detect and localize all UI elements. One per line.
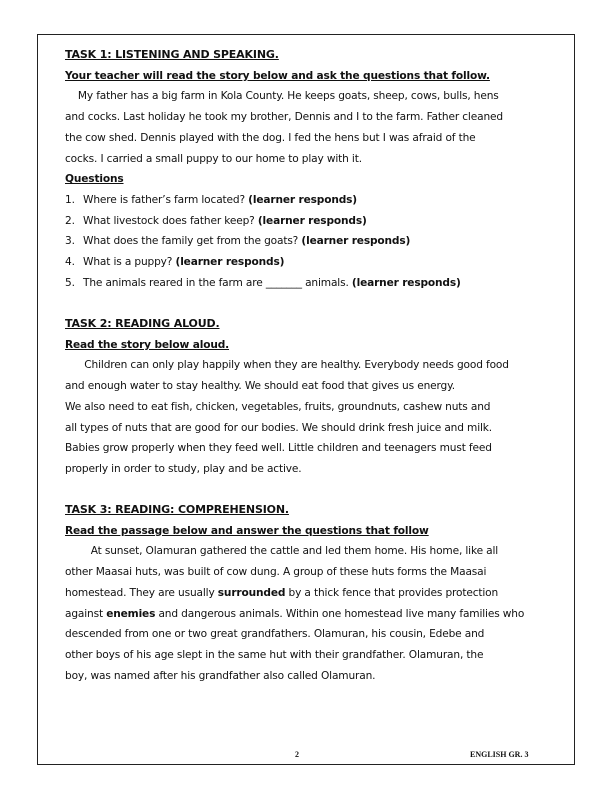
text-segment: the cow shed. Dennis played with the dog. I fed the hens but I was afraid of the (65, 131, 476, 144)
task2-story-line (65, 357, 509, 373)
bold-text: (learner responds) (248, 193, 357, 206)
text-segment: and dangerous animals. Within one homestead live many families who (155, 607, 525, 620)
questions-heading (65, 171, 124, 187)
task2-instruction (65, 337, 229, 353)
text-segment: My father has a big farm in Kola County. He keeps goats, sheep, cows, bulls, hens (65, 90, 499, 103)
question-number: 5. (65, 276, 75, 289)
text-segment: Where is father’s farm located? (83, 193, 249, 206)
text-segment: descended from one or two great grandfathers. Olamuran, his cousin, Edebe and (65, 628, 485, 641)
bold-text: (learner responds) (175, 256, 285, 268)
text-segment: by a thick fence that provides protection (285, 586, 499, 599)
text-segment: and cocks. Last holiday he took my brother, Dennis and I to the farm. Father cleaned (65, 111, 503, 124)
question-item (65, 233, 410, 249)
task2-instruction-text: Read the story below aloud. (65, 338, 230, 351)
text-segment: We also need to eat fish, chicken, vegetables, fruits, groundnuts, cashew nuts and (65, 400, 491, 413)
task2-story-line (65, 378, 455, 394)
text-segment: homestead. They are usually (65, 586, 218, 599)
task3-story-line (65, 626, 484, 642)
text-segment: What does the family get from the goats? (83, 235, 302, 248)
task2-heading (65, 316, 220, 332)
task3-heading-text: TASK 3: READING: COMPREHENSION. (65, 503, 289, 516)
bold-text: (learner responds) (257, 214, 367, 227)
text-segment: properly in order to study, play and be active. (65, 462, 302, 475)
bold-text: enemies (106, 607, 156, 620)
text-segment: all types of nuts that are good for our bodies. We should drink fresh juice and milk. (65, 421, 492, 434)
text-segment: The animals reared in the farm are _______ animals. (83, 276, 352, 289)
task3-story-line (65, 585, 498, 601)
task1-instruction (65, 68, 490, 84)
task1-instruction-text: Your teacher will read the story below and ask the questions that follow. (65, 69, 490, 82)
questions-label: Questions (65, 173, 124, 186)
question-number: 3. (65, 235, 75, 248)
bold-text: (learner responds) (351, 276, 461, 289)
task3-story-line (65, 564, 486, 580)
page-number: 2 (295, 750, 299, 759)
text-segment: other Maasai huts, was built of cow dung. A group of these huts forms the Maasai (65, 566, 487, 579)
task2-story-line (65, 440, 492, 456)
question-item (65, 192, 357, 208)
text-segment: At sunset, Olamuran gathered the cattle and led them home. His home, like all (65, 545, 499, 558)
task3-story-line (65, 543, 498, 559)
text-segment: boy, was named after his grandfather also called Olamuran. (65, 669, 376, 682)
task3-story-line (65, 606, 524, 622)
task3-heading (65, 502, 289, 518)
text-segment: cocks. I carried a small puppy to our home to play with it. (65, 152, 362, 165)
text-segment: Children can only play happily when they are healthy. Everybody needs good food (65, 359, 509, 372)
task3-story-line (65, 668, 375, 684)
text-segment: and enough water to stay healthy. We should eat food that gives us energy. (65, 380, 455, 393)
question-item (65, 213, 367, 229)
task1-story-line (65, 109, 503, 125)
task1-story-line (65, 130, 476, 146)
task2-story-line (65, 461, 302, 477)
task3-instruction (65, 523, 429, 539)
task2-story-line (65, 399, 490, 415)
footer-subject: ENGLISH GR. 3 (470, 750, 529, 759)
question-item (65, 254, 284, 270)
task3-instruction-text: Read the passage below and answer the questions that follow (65, 524, 429, 537)
question-number: 2. (65, 214, 75, 227)
task1-heading-text: TASK 1: LISTENING AND SPEAKING. (65, 48, 279, 61)
question-number: 4. (65, 256, 75, 268)
task3-story-line (65, 647, 483, 663)
bold-text: surrounded (217, 586, 286, 599)
text-segment: Babies grow properly when they feed well. Little children and teenagers must feed (65, 442, 492, 455)
task2-heading-text: TASK 2: READING ALOUD. (65, 317, 220, 330)
task2-story-line (65, 420, 492, 436)
text-segment: other boys of his age slept in the same hut with their grandfather. Olamuran, the (65, 648, 484, 661)
text-segment: What livestock does father keep? (83, 214, 258, 227)
task1-story-line (65, 88, 499, 104)
text-segment: against (65, 607, 107, 620)
question-item (65, 275, 461, 291)
question-number: 1. (65, 193, 75, 206)
task1-story-line (65, 151, 362, 167)
text-segment: What is a puppy? (83, 256, 176, 268)
bold-text: (learner responds) (301, 235, 411, 248)
task1-heading (65, 47, 279, 63)
